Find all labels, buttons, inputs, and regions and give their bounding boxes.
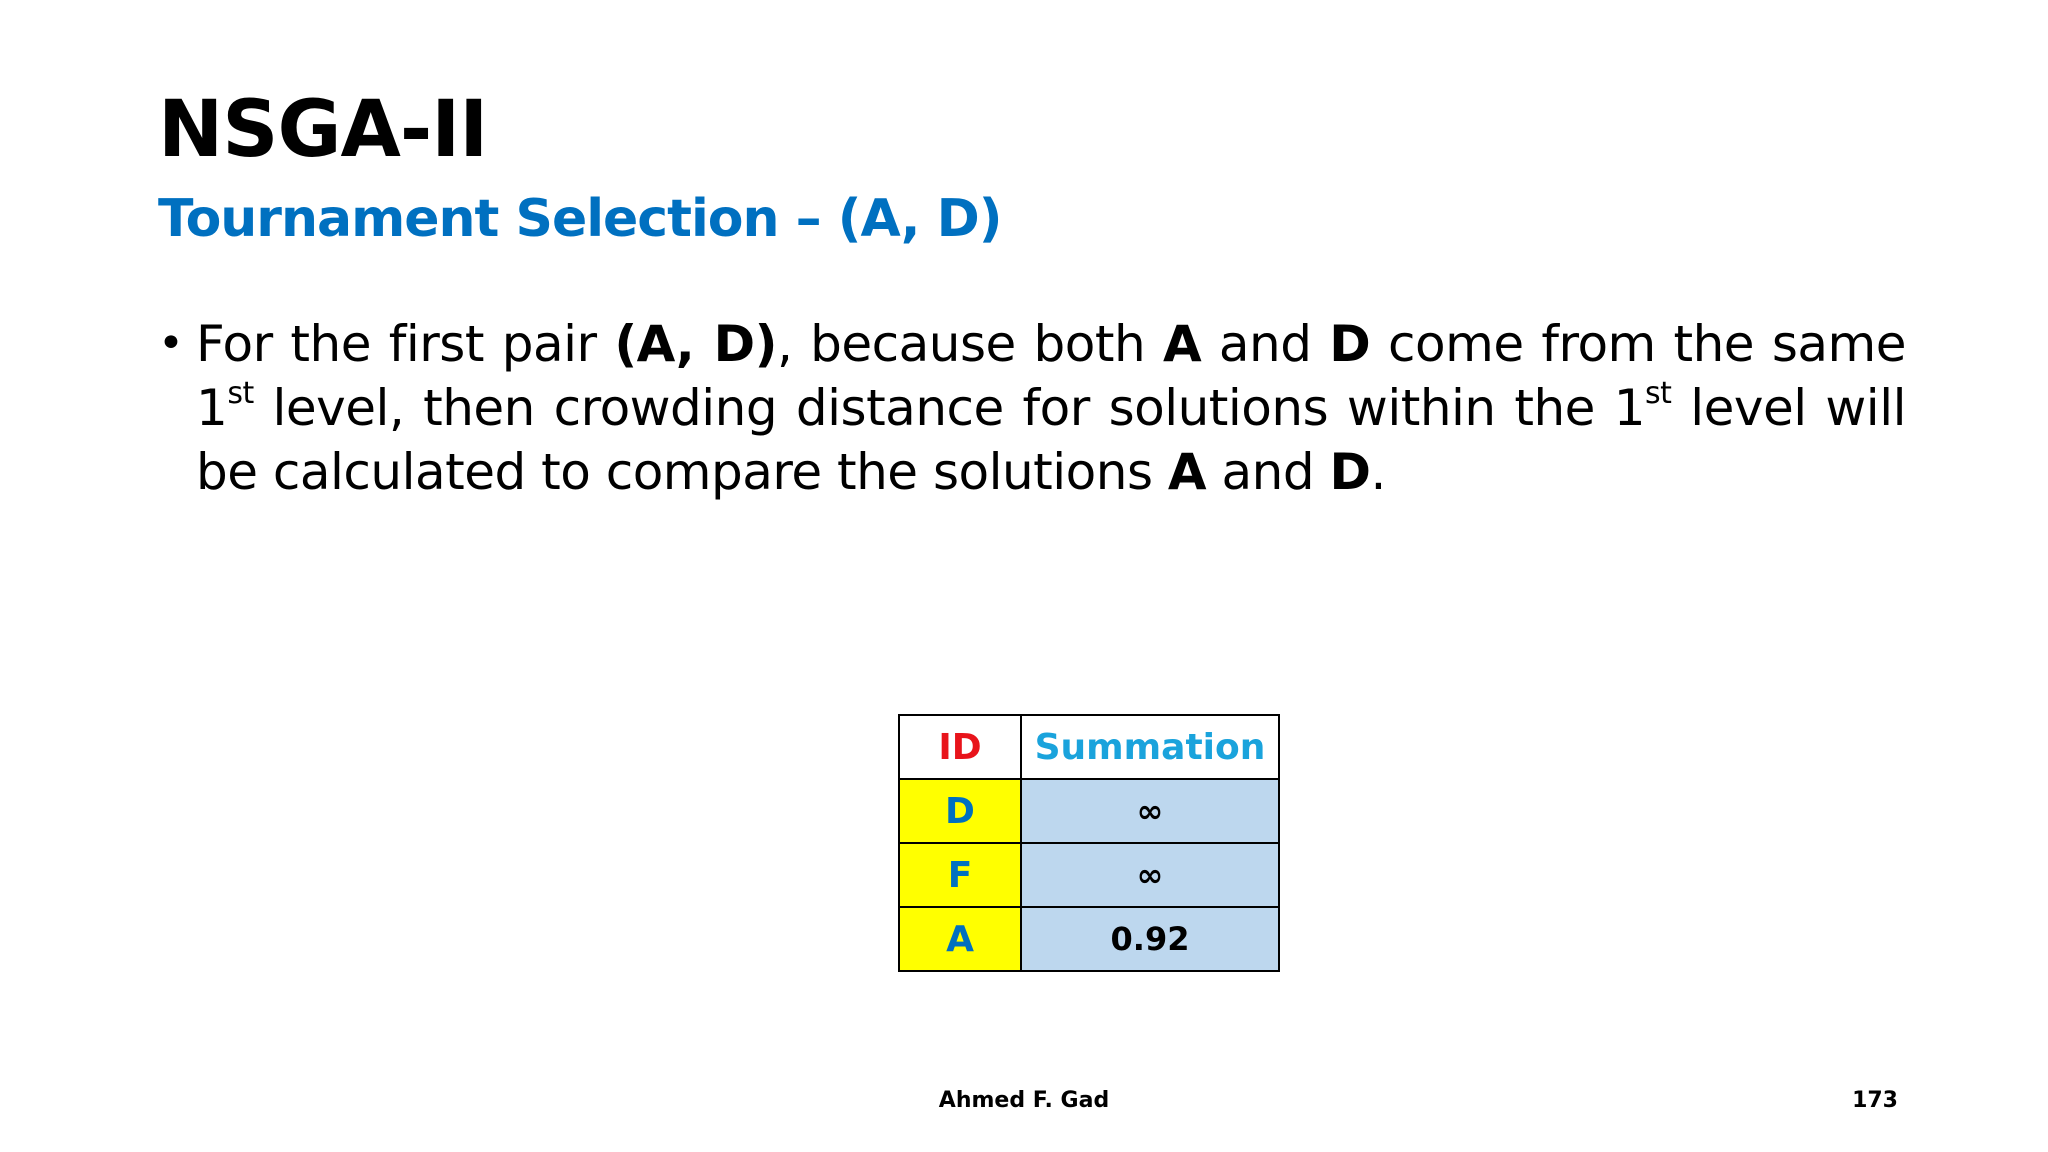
bullet-segment-bold: D <box>1329 443 1371 501</box>
bullet-segment: For the first pair <box>196 315 615 373</box>
table-row <box>899 907 1279 971</box>
crowding-distance-table <box>898 714 1280 972</box>
bullet-text <box>196 312 1906 504</box>
bullet-superscript: st <box>1645 376 1672 411</box>
header-summation: Summation <box>1021 715 1279 779</box>
table-header-row <box>899 715 1279 779</box>
bullet-segment: and <box>1201 315 1330 373</box>
slide-title: NSGA-II <box>158 85 488 175</box>
bullet-segment: come from the same 1 <box>196 315 1907 437</box>
row-value-cell: 0.92 <box>1021 907 1279 971</box>
bullet-segment: , because both <box>776 315 1163 373</box>
bullet-segment-bold: A <box>1162 315 1202 373</box>
header-id: ID <box>899 715 1021 779</box>
row-value-cell: ∞ <box>1021 779 1279 843</box>
slide-subtitle: Tournament Selection – (A, D) <box>158 189 1002 249</box>
bullet-segment: and <box>1206 443 1330 501</box>
bullet-point <box>158 312 1906 504</box>
row-value-cell: ∞ <box>1021 843 1279 907</box>
bullet-segment: . <box>1370 443 1386 501</box>
row-id-cell: A <box>899 907 1021 971</box>
bullet-segment-bold: (A, D) <box>614 315 777 373</box>
bullet-segment-bold: A <box>1167 443 1207 501</box>
bullet-segment: level, then crowding distance for solutions within the 1 <box>253 379 1646 437</box>
summation-table <box>898 714 1280 972</box>
bullet-superscript: st <box>227 376 254 411</box>
page-number: 173 <box>1852 1088 1898 1113</box>
bullet-marker: • <box>158 318 184 369</box>
row-id-cell: D <box>899 779 1021 843</box>
bullet-segment: level will be calculated to compare the solutions <box>196 379 1906 501</box>
table-row <box>899 779 1279 843</box>
bullet-segment-bold: D <box>1329 315 1371 373</box>
footer-author: Ahmed F. Gad <box>938 1088 1110 1113</box>
table-row <box>899 843 1279 907</box>
row-id-cell: F <box>899 843 1021 907</box>
